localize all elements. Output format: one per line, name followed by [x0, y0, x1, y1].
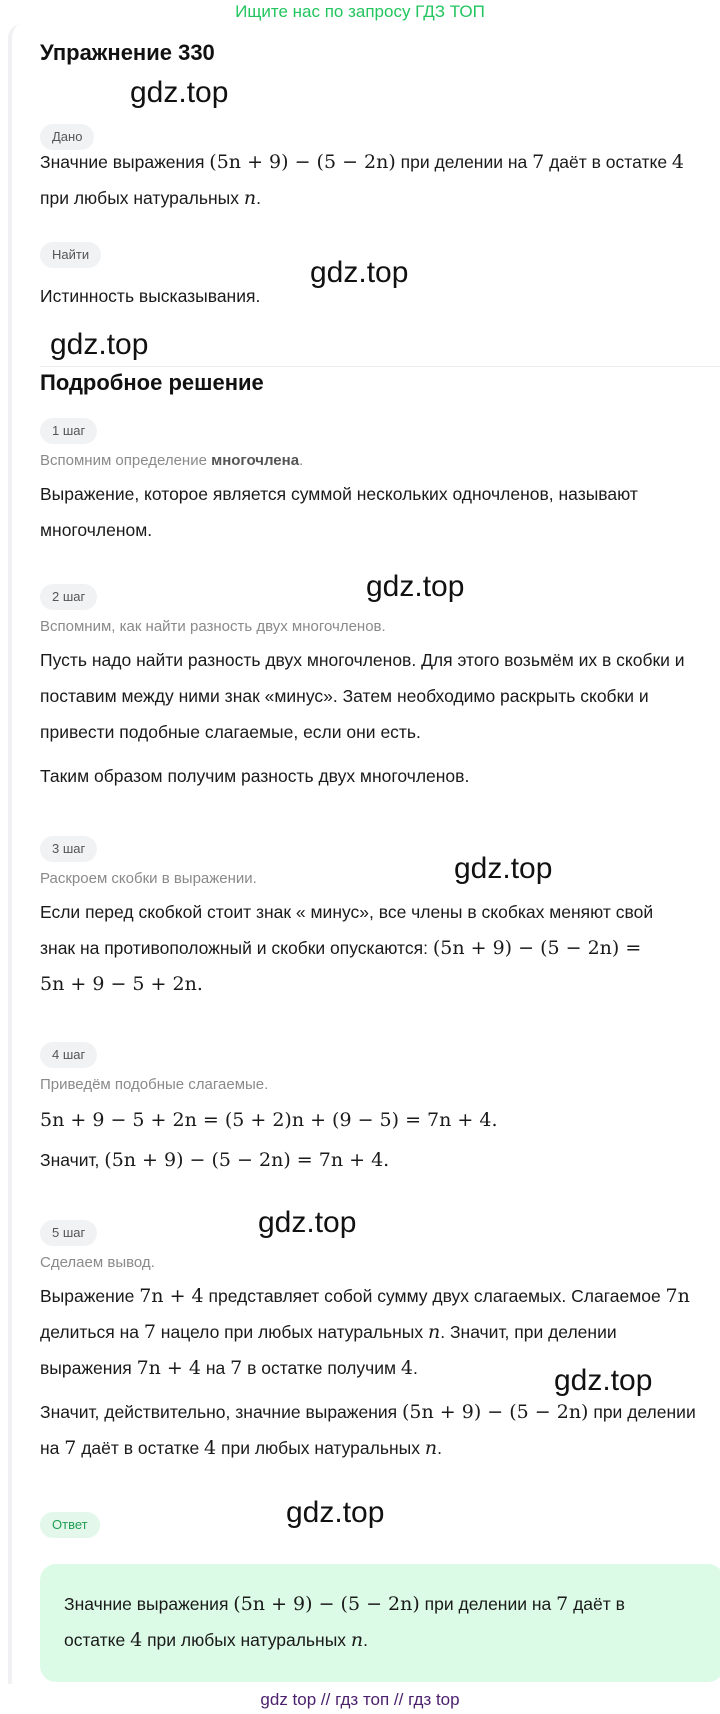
step-3-hint: Раскроем скобки в выражении. — [40, 870, 257, 887]
step-3-math: 5n + 9 − 5 + 2n. — [40, 973, 203, 995]
step-2-text-4: Таким образом получим разность двух многочленов. — [40, 766, 470, 786]
step-5-line-2: делиться на 7 нацело при любых натуральных n. Значит, при делении — [40, 1321, 617, 1343]
step-5-line-3: выражения 7n + 4 на 7 в остатке получим 4. — [40, 1357, 418, 1379]
given-text-line2: при любых натуральных n. — [40, 187, 261, 209]
step-4-hint: Приведём подобные слагаемые. — [40, 1076, 269, 1093]
step-2-badge: 2 шаг — [40, 584, 97, 610]
find-badge: Найти — [40, 242, 101, 268]
step-1-badge: 1 шаг — [40, 418, 97, 444]
step-1-text-1: Выражение, которое является суммой нескольких одночленов, называют — [40, 484, 638, 504]
step-2-hint: Вспомним, как найти разность двух многочленов. — [40, 618, 386, 635]
step-2-text-1: Пусть надо найти разность двух многочленов. Для этого возьмём их в скобки и — [40, 650, 685, 670]
watermark: gdz.top — [310, 256, 409, 289]
step-5-line-4: Значит, действительно, значние выражения (5n + 9) − (5 − 2n) при делении — [40, 1401, 696, 1423]
answer-box — [40, 1564, 720, 1682]
step-2-text-2: поставим между ними знак «минус». Затем необходимо раскрыть скобки и — [40, 686, 649, 706]
watermark: gdz.top — [286, 1496, 385, 1529]
step-3-text-2: знак на противоположный и скобки опускаются: (5n + 9) − (5 − 2n) = — [40, 937, 642, 959]
step-1-text-2: многочленом. — [40, 520, 153, 540]
section-divider — [40, 366, 720, 367]
footer-links[interactable]: gdz top // гдз топ // гдз top — [260, 1690, 460, 1709]
step-2-text-3: привести подобные слагаемые, если они есть. — [40, 722, 421, 742]
answer-badge: Ответ — [40, 1512, 100, 1538]
top-banner[interactable]: Ищите нас по запросу ГДЗ ТОП — [235, 2, 485, 21]
step-4-badge: 4 шаг — [40, 1042, 97, 1068]
given-text: Значние выражения (5n + 9) − (5 − 2n) при делении на 7 даёт в остатке 4 — [40, 151, 685, 173]
watermark: gdz.top — [50, 328, 149, 361]
watermark: gdz.top — [130, 76, 229, 109]
answer-line-1: Значние выражения (5n + 9) − (5 − 2n) при делении на 7 даёт в — [64, 1593, 625, 1615]
watermark: gdz.top — [366, 570, 465, 603]
step-5-hint: Сделаем вывод. — [40, 1254, 155, 1271]
answer-line-2: остатке 4 при любых натуральных n. — [64, 1629, 369, 1651]
step-3-text-1: Если перед скобкой стоит знак « минус», все члены в скобках меняют свой — [40, 902, 654, 922]
step-4-math: 5n + 9 − 5 + 2n = (5 + 2)n + (9 − 5) = 7n + 4. — [40, 1109, 498, 1131]
watermark: gdz.top — [454, 852, 553, 885]
step-5-line-1: Выражение 7n + 4 представляет собой сумму двух слагаемых. Слагаемое 7n — [40, 1285, 690, 1307]
step-5-badge: 5 шаг — [40, 1220, 97, 1246]
step-1-hint: Вспомним определение многочлена. — [40, 452, 304, 469]
watermark: gdz.top — [258, 1206, 357, 1239]
step-5-line-5: на 7 даёт в остатке 4 при любых натуральных n. — [40, 1437, 442, 1459]
step-3-badge: 3 шаг — [40, 836, 97, 862]
step-4-text-2: Значит, (5n + 9) − (5 − 2n) = 7n + 4. — [40, 1149, 390, 1171]
solution-title: Подробное решение — [40, 370, 264, 395]
given-badge: Дано — [40, 124, 94, 150]
find-text: Истинность высказывания. — [40, 286, 261, 306]
exercise-title: Упражнение 330 — [40, 40, 215, 65]
watermark: gdz.top — [554, 1364, 653, 1397]
